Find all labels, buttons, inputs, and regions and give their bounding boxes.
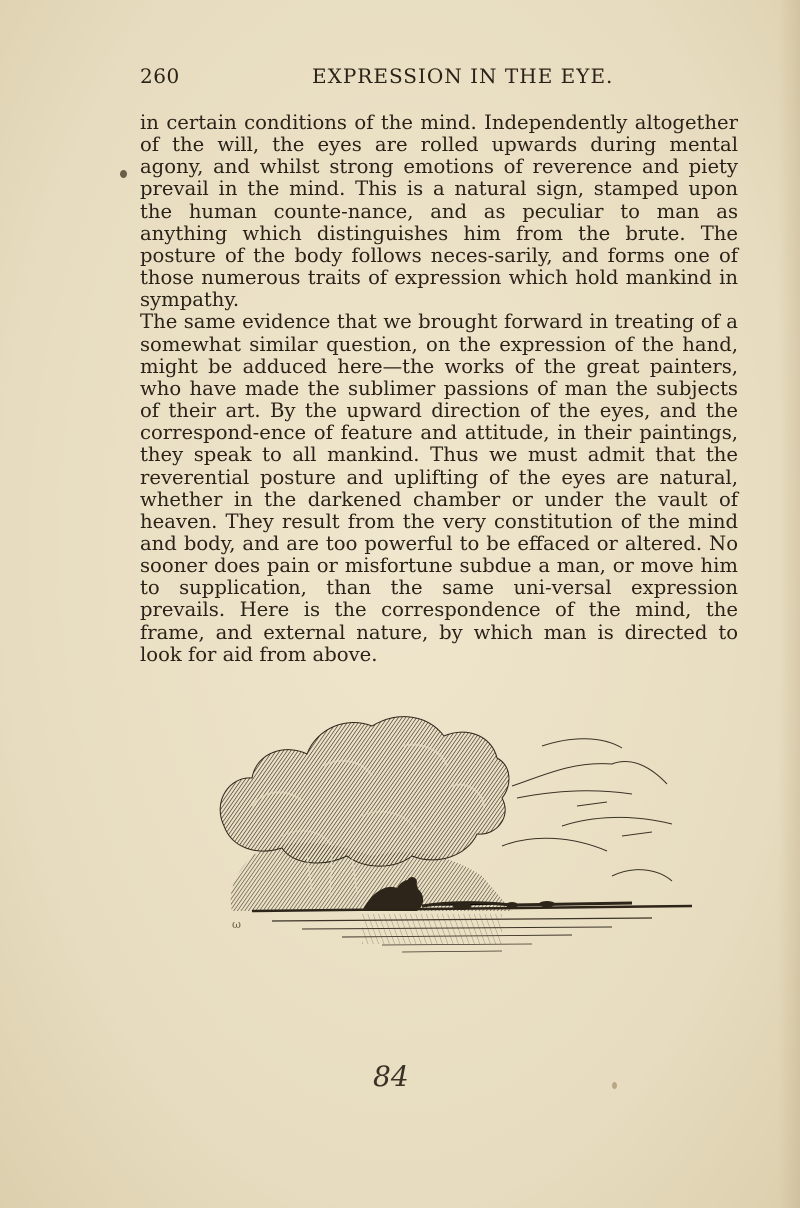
plate-number: 84 <box>373 1060 409 1093</box>
running-head <box>140 64 680 92</box>
sky-clouds <box>502 739 672 881</box>
page-edge-shadow <box>778 0 800 1208</box>
engraving-svg <box>212 706 712 956</box>
margin-ink-spot-2 <box>612 1082 617 1089</box>
chapter-title: EXPRESSION IN THE EYE. <box>312 64 614 88</box>
engraver-mark: ω <box>232 918 241 931</box>
tree-foliage <box>220 717 509 866</box>
paragraph-2: The same evidence that we brought forward in treating of a somewhat similar question, on the expression of the hand, might be adduced here—the works of the great painters, who have made the sublimer passions of man the subjects of their art. By the upward direction of the eyes, and the correspond-ence of feature and attitude, in their paintings, they speak to all mankind. Thus we must admit that the reverential posture and uplifting of the eyes are natural, whether in the darkened chamber or under the vault of heaven. They result from the very constitution of the mind and body, and are too powerful to be effaced or altered. No sooner does pain or misfortune subdue a man, or move him to supplication, than the same uni-versal expression prevails. Here is the correspondence of the mind, the frame, and external nature, by which man is directed to look for aid from above. <box>140 310 738 666</box>
landscape-engraving <box>212 706 712 956</box>
page-number: 260 <box>140 64 180 88</box>
margin-ink-spot <box>120 170 127 178</box>
paragraph-1: in certain conditions of the mind. Independently altogether of the will, the eyes are rolled upwards during mental agony, and whilst strong emotions of reverence and piety prevail in the mind. This is a natural sign, stamped upon the human counte-nance, and as peculiar to man as anything which distinguishes him from the brute. The posture of the body follows neces-sarily, and forms one of those numerous traits of expression which hold mankind in sympathy. <box>140 111 738 312</box>
body-text <box>140 112 738 666</box>
